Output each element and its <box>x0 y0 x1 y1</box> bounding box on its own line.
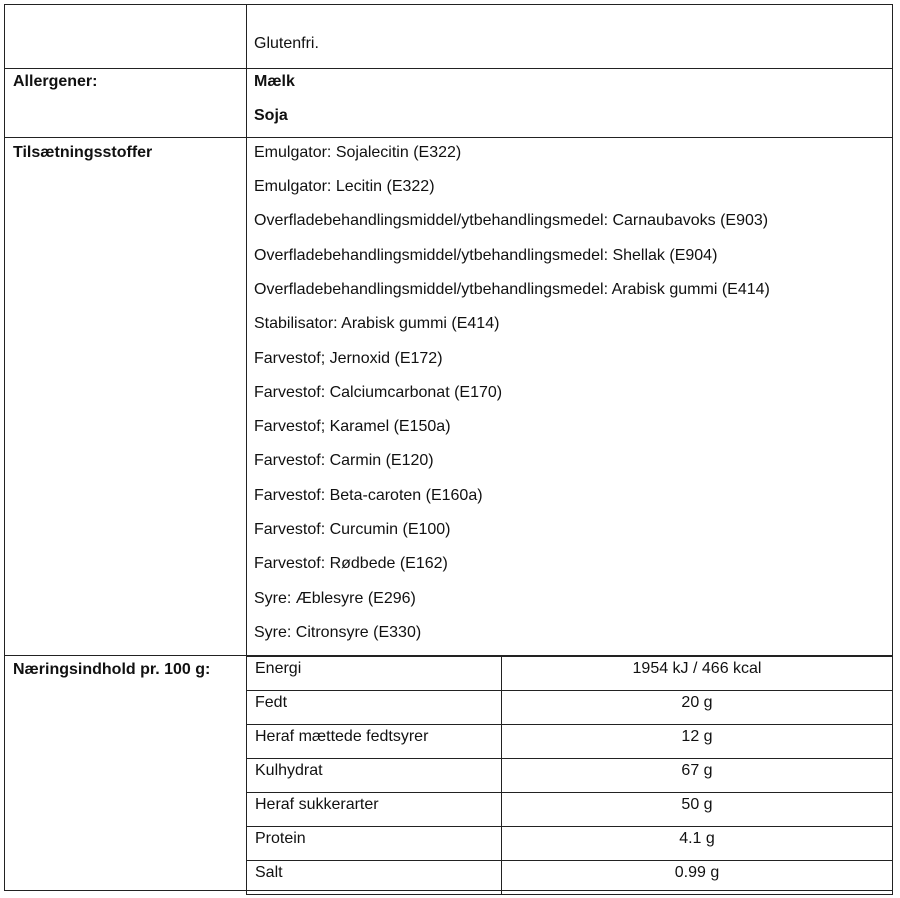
nutrient-name: Heraf sukkerarter <box>247 793 502 827</box>
nutrient-value: 4.1 g <box>502 827 893 861</box>
additive-item: Syre: Æblesyre (E296) <box>254 590 416 607</box>
additive-item: Syre: Citronsyre (E330) <box>254 624 422 641</box>
additive-item: Overfladebehandlingsmiddel/ytbehandlingsmedel: Carnaubavoks (E903) <box>254 212 769 229</box>
additives-label: Tilsætningsstoffer <box>13 144 153 161</box>
additive-item: Farvestof: Carmin (E120) <box>254 452 434 469</box>
allergens-label: Allergener: <box>13 73 98 90</box>
nutrient-value: 12 g <box>502 725 893 759</box>
additive-item: Farvestof: Curcumin (E100) <box>254 521 451 538</box>
additive-item: Overfladebehandlingsmiddel/ytbehandlingsmedel: Arabisk gummi (E414) <box>254 281 770 298</box>
allergen-item: Soja <box>254 107 288 124</box>
nutrient-value: 67 g <box>502 759 893 793</box>
additive-item: Emulgator: Sojalecitin (E322) <box>254 144 462 161</box>
nutrition-table <box>246 656 893 895</box>
additive-item: Farvestof: Rødbede (E162) <box>254 555 448 572</box>
allergen-item: Mælk <box>254 73 295 90</box>
nutrient-value: 0.99 g <box>502 861 893 895</box>
nutrient-value: 50 g <box>502 793 893 827</box>
nutrition-row <box>247 691 893 725</box>
nutrient-name: Heraf mættede fedtsyrer <box>247 725 502 759</box>
nutrition-label: Næringsindhold pr. 100 g: <box>13 661 211 678</box>
gluten-status-text: Glutenfri. <box>254 35 319 52</box>
nutrition-row <box>247 657 893 691</box>
nutrition-row <box>247 725 893 759</box>
nutrient-name: Fedt <box>247 691 502 725</box>
nutrient-name: Kulhydrat <box>247 759 502 793</box>
nutrition-row <box>247 827 893 861</box>
nutrient-name: Salt <box>247 861 502 895</box>
nutrition-row <box>247 759 893 793</box>
additive-item: Farvestof: Calciumcarbonat (E170) <box>254 384 503 401</box>
nutrition-row <box>247 861 893 895</box>
nutrition-row <box>247 793 893 827</box>
nutrient-name: Energi <box>247 657 502 691</box>
row-divider <box>5 68 892 69</box>
row-divider <box>5 137 892 138</box>
additive-item: Farvestof: Beta-caroten (E160a) <box>254 487 483 504</box>
additive-item: Emulgator: Lecitin (E322) <box>254 178 435 195</box>
nutrient-value: 1954 kJ / 466 kcal <box>502 657 893 691</box>
nutrient-value: 20 g <box>502 691 893 725</box>
additive-item: Farvestof; Karamel (E150a) <box>254 418 451 435</box>
nutrient-name: Protein <box>247 827 502 861</box>
additive-item: Overfladebehandlingsmiddel/ytbehandlingsmedel: Shellak (E904) <box>254 247 718 264</box>
additive-item: Stabilisator: Arabisk gummi (E414) <box>254 315 500 332</box>
additive-item: Farvestof; Jernoxid (E172) <box>254 350 443 367</box>
product-spec-table <box>4 4 893 891</box>
